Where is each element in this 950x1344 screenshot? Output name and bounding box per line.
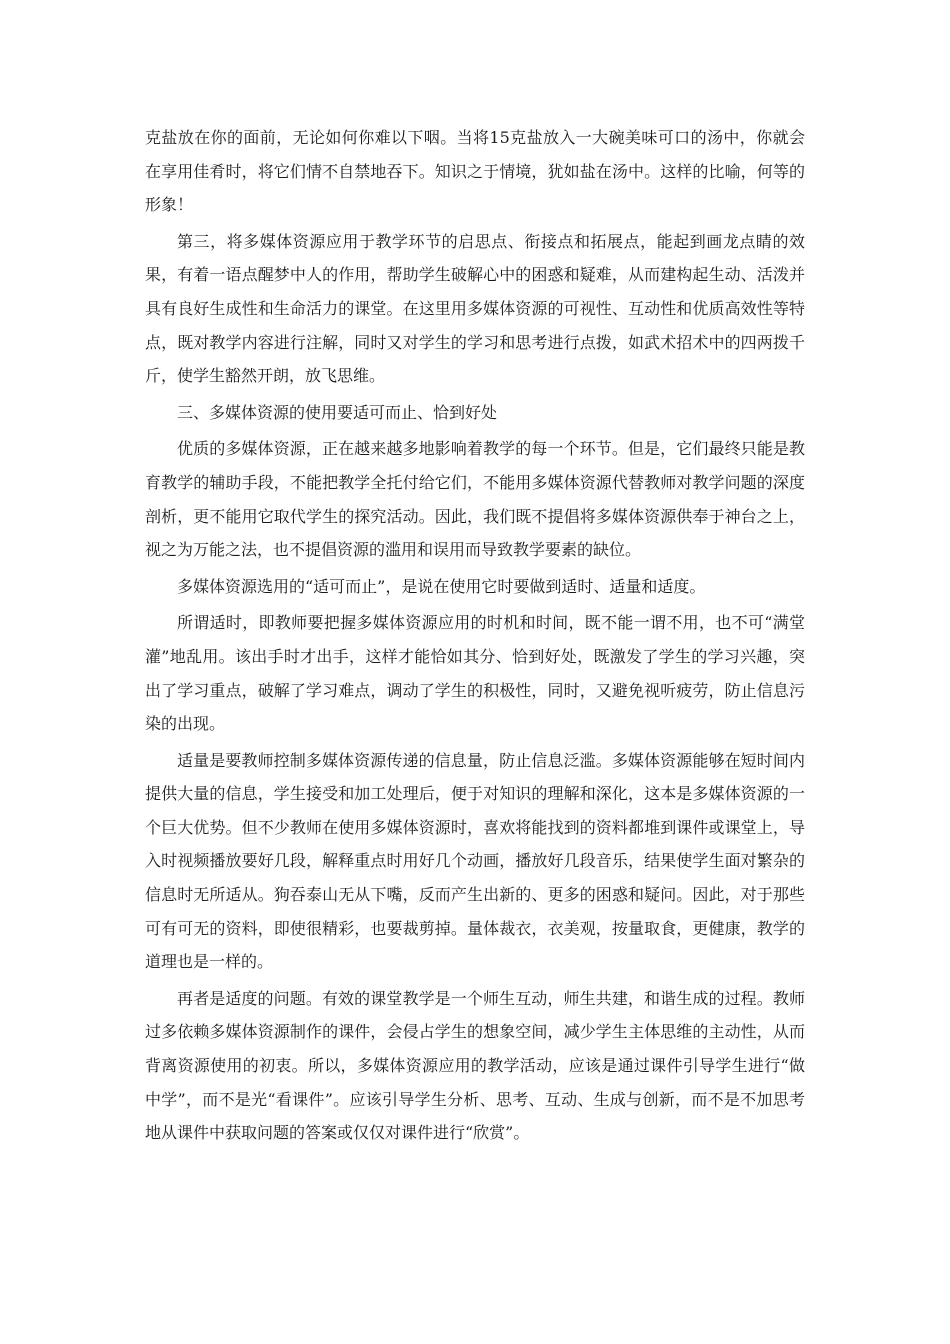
- section-heading-3: 三、多媒体资源的使用要适可而止、恰到好处: [177, 402, 498, 422]
- paragraph-continued: 克盐放在你的面前，无论如何你难以下咽。当将15克盐放入一大碗美味可口的汤中，你就会在享用佳肴时，将它们情不自禁地吞下。知识之于情境，犹如盐在汤中。这样的比喻，何等的形象！: [145, 128, 805, 215]
- paragraph-moderation-definition: 多媒体资源选用的“适可而止”，是说在使用它时要做到适时、适量和适度。: [177, 576, 706, 596]
- paragraph-timeliness: 所谓适时，即教师要把握多媒体资源应用的时机和时间，既不能一谓不用，也不可“满堂灌”地乱用。该出手时才出手，这样才能恰如其分、恰到好处，既激发了学生的学习兴趣，突出了学习重点，破解了学习难点，调动了学生的积极性，同时，又避免视听疲劳，防止信息污染的出现。: [145, 613, 805, 734]
- paragraph-quality-resources: 优质的多媒体资源，正在越来越多地影响着教学的每一个环节。但是，它们最终只能是教育教学的辅助手段，不能把教学全托付给它们，不能用多媒体资源代替教师对教学问题的深度剖析，更不能用它取代学生的探究活动。因此，我们既不提倡将多媒体资源供奉于神台之上，视之为万能之法，也不提倡资源的滥用和误用而导致教学要素的缺位。: [145, 439, 805, 560]
- document-body: [145, 121, 805, 1150]
- paragraph-quantity: 适量是要教师控制多媒体资源传递的信息量，防止信息泛滥。多媒体资源能够在短时间内提供大量的信息，学生接受和加工处理后，便于对知识的理解和深化，这本是多媒体资源的一个巨大优势。但不少教师在使用多媒体资源时，喜欢将能找到的资料都堆到课件或课堂上，导入时视频播放要好几段，解释重点时用好几个动画，播放好几段音乐，结果使学生面对繁杂的信息时无所适从。狗吞泰山无从下嘴，反而产生出新的、更多的困惑和疑问。因此，对于那些可有可无的资料，即使很精彩，也要裁剪掉。量体裁衣，衣美观，按量取食，更健康，教学的道理也是一样的。: [145, 750, 805, 972]
- paragraph-degree: 再者是适度的问题。有效的课堂教学是一个师生互动，师生共建，和谐生成的过程。教师过多依赖多媒体资源制作的课件，会侵占学生的想象空间，减少学生主体思维的主动性，从而背离资源使用的初衷。所以，多媒体资源应用的教学活动，应该是通过课件引导学生进行“做中学”，而不是光“看课件”。应该引导学生分析、思考、互动、生成与创新，而不是不加思考地从课件中获取问题的答案或仅仅对课件进行“欣赏”。: [145, 988, 805, 1143]
- paragraph-third-point: 第三，将多媒体资源应用于教学环节的启思点、衔接点和拓展点，能起到画龙点睛的效果，有着一语点醒梦中人的作用，帮助学生破解心中的困惑和疑难，从而建构起生动、活泼并具有良好生成性和生命活力的课堂。在这里用多媒体资源的可视性、互动性和优质高效性等特点，既对教学内容进行注解，同时又对学生的学习和思考进行点拨，如武术招术中的四两拨千斤，使学生豁然开朗，放飞思维。: [145, 231, 805, 386]
